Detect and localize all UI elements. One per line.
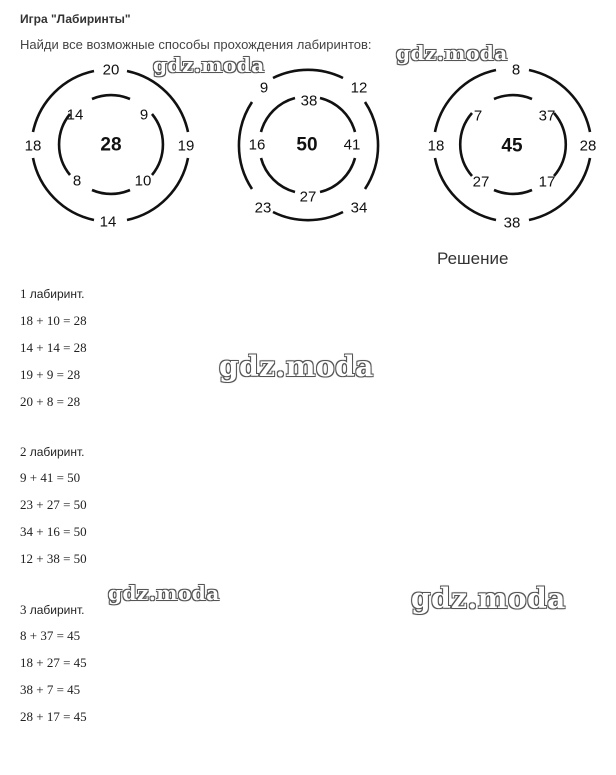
labyrinth-word: лабиринт. (29, 445, 85, 459)
maze-3-outer-left: 18 (427, 137, 445, 155)
maze-2-outer-top-right: 12 (350, 79, 368, 97)
watermark: gdz.moda (411, 582, 566, 615)
maze-3-target: 45 (501, 135, 523, 157)
equation: 18 + 10 = 28 (20, 313, 87, 328)
maze-3 (428, 62, 597, 232)
maze-1-outer-bottom: 14 (99, 213, 117, 231)
maze-1 (25, 62, 195, 231)
equation: 19 + 9 = 28 (20, 367, 81, 382)
maze-2-outer-bottom-left: 23 (254, 199, 272, 217)
labyrinth-2-heading (20, 444, 85, 460)
maze-2-inner-left: 16 (248, 136, 266, 154)
maze-1-outer-top: 20 (102, 61, 120, 79)
maze-1-inner-ring-bottom (92, 190, 130, 194)
equation: 12 + 38 = 50 (20, 551, 87, 566)
maze-1-inner-bottom-left: 8 (72, 172, 82, 190)
maze-3-inner-bottom-right: 17 (538, 173, 556, 191)
labyrinth-number: 1 (20, 286, 27, 301)
maze-2-inner-top: 38 (300, 92, 318, 110)
maze-1-outer-right: 19 (177, 137, 195, 155)
maze-3-outer-right: 28 (579, 137, 597, 155)
maze-2-inner-ring-bottom-left (261, 158, 295, 192)
solution-heading: Решение (437, 249, 509, 268)
mazes-figure (0, 55, 616, 240)
maze-3-outer-top: 8 (511, 61, 521, 79)
watermark: gdz.moda (396, 41, 508, 65)
maze-2-inner-ring-top-right (320, 98, 355, 132)
maze-2-outer-ring-top (273, 70, 343, 78)
maze-3-outer-bottom: 38 (503, 214, 521, 232)
maze-3-inner-top-right: 37 (538, 107, 556, 125)
maze-2-outer-ring-bottom (273, 212, 343, 220)
equation: 38 + 7 = 45 (20, 682, 81, 697)
labyrinth-word: лабиринт. (29, 287, 85, 301)
watermark: gdz.moda (108, 581, 220, 605)
maze-2-inner-ring-bottom-right (320, 158, 355, 192)
watermark: gdz.moda (153, 53, 265, 77)
maze-3-inner-ring-top (494, 95, 532, 99)
maze-2-inner-ring-top-left (261, 98, 295, 132)
labyrinth-number: 2 (20, 444, 27, 459)
mazes-svg (0, 55, 616, 240)
maze-1-outer-left: 18 (24, 137, 42, 155)
maze-2-outer-bottom-right: 34 (350, 199, 368, 217)
equation: 20 + 8 = 28 (20, 394, 81, 409)
maze-3-inner-ring-bottom (494, 190, 532, 194)
maze-2-outer-top-left: 9 (259, 79, 269, 97)
maze-3-inner-top-left: 7 (473, 107, 483, 125)
maze-1-inner-bottom-right: 10 (134, 172, 152, 190)
equation: 8 + 37 = 45 (20, 628, 81, 643)
maze-1-inner-top-left: 14 (66, 106, 84, 124)
equation: 9 + 41 = 50 (20, 470, 81, 485)
maze-1-inner-ring-right (152, 114, 163, 175)
maze-2-inner-right: 41 (343, 136, 361, 154)
labyrinth-1-heading (20, 286, 85, 302)
maze-3-inner-ring-right (554, 113, 566, 176)
maze-1-target: 28 (100, 134, 122, 156)
equation: 28 + 17 = 45 (20, 709, 87, 724)
equation: 23 + 27 = 50 (20, 497, 87, 512)
labyrinth-3-heading (20, 602, 85, 618)
maze-3-inner-bottom-left: 27 (472, 173, 490, 191)
maze-2-inner-bottom: 27 (299, 188, 317, 206)
equation: 18 + 27 = 45 (20, 655, 87, 670)
equation: 14 + 14 = 28 (20, 340, 87, 355)
labyrinth-word: лабиринт. (29, 603, 85, 617)
page-title: Игра "Лабиринты" (20, 12, 131, 26)
maze-2-outer-ring-right (365, 102, 378, 189)
maze-2 (239, 70, 378, 220)
task-instruction: Найди все возможные способы прохождения лабиринтов: (20, 37, 372, 52)
maze-1-inner-ring-top (92, 95, 130, 99)
maze-2-target: 50 (296, 134, 318, 156)
equation: 34 + 16 = 50 (20, 524, 87, 539)
labyrinth-number: 3 (20, 602, 27, 617)
watermark: gdz.moda (219, 350, 374, 383)
maze-3-inner-ring-left (460, 113, 472, 176)
maze-1-inner-top-right: 9 (139, 106, 149, 124)
